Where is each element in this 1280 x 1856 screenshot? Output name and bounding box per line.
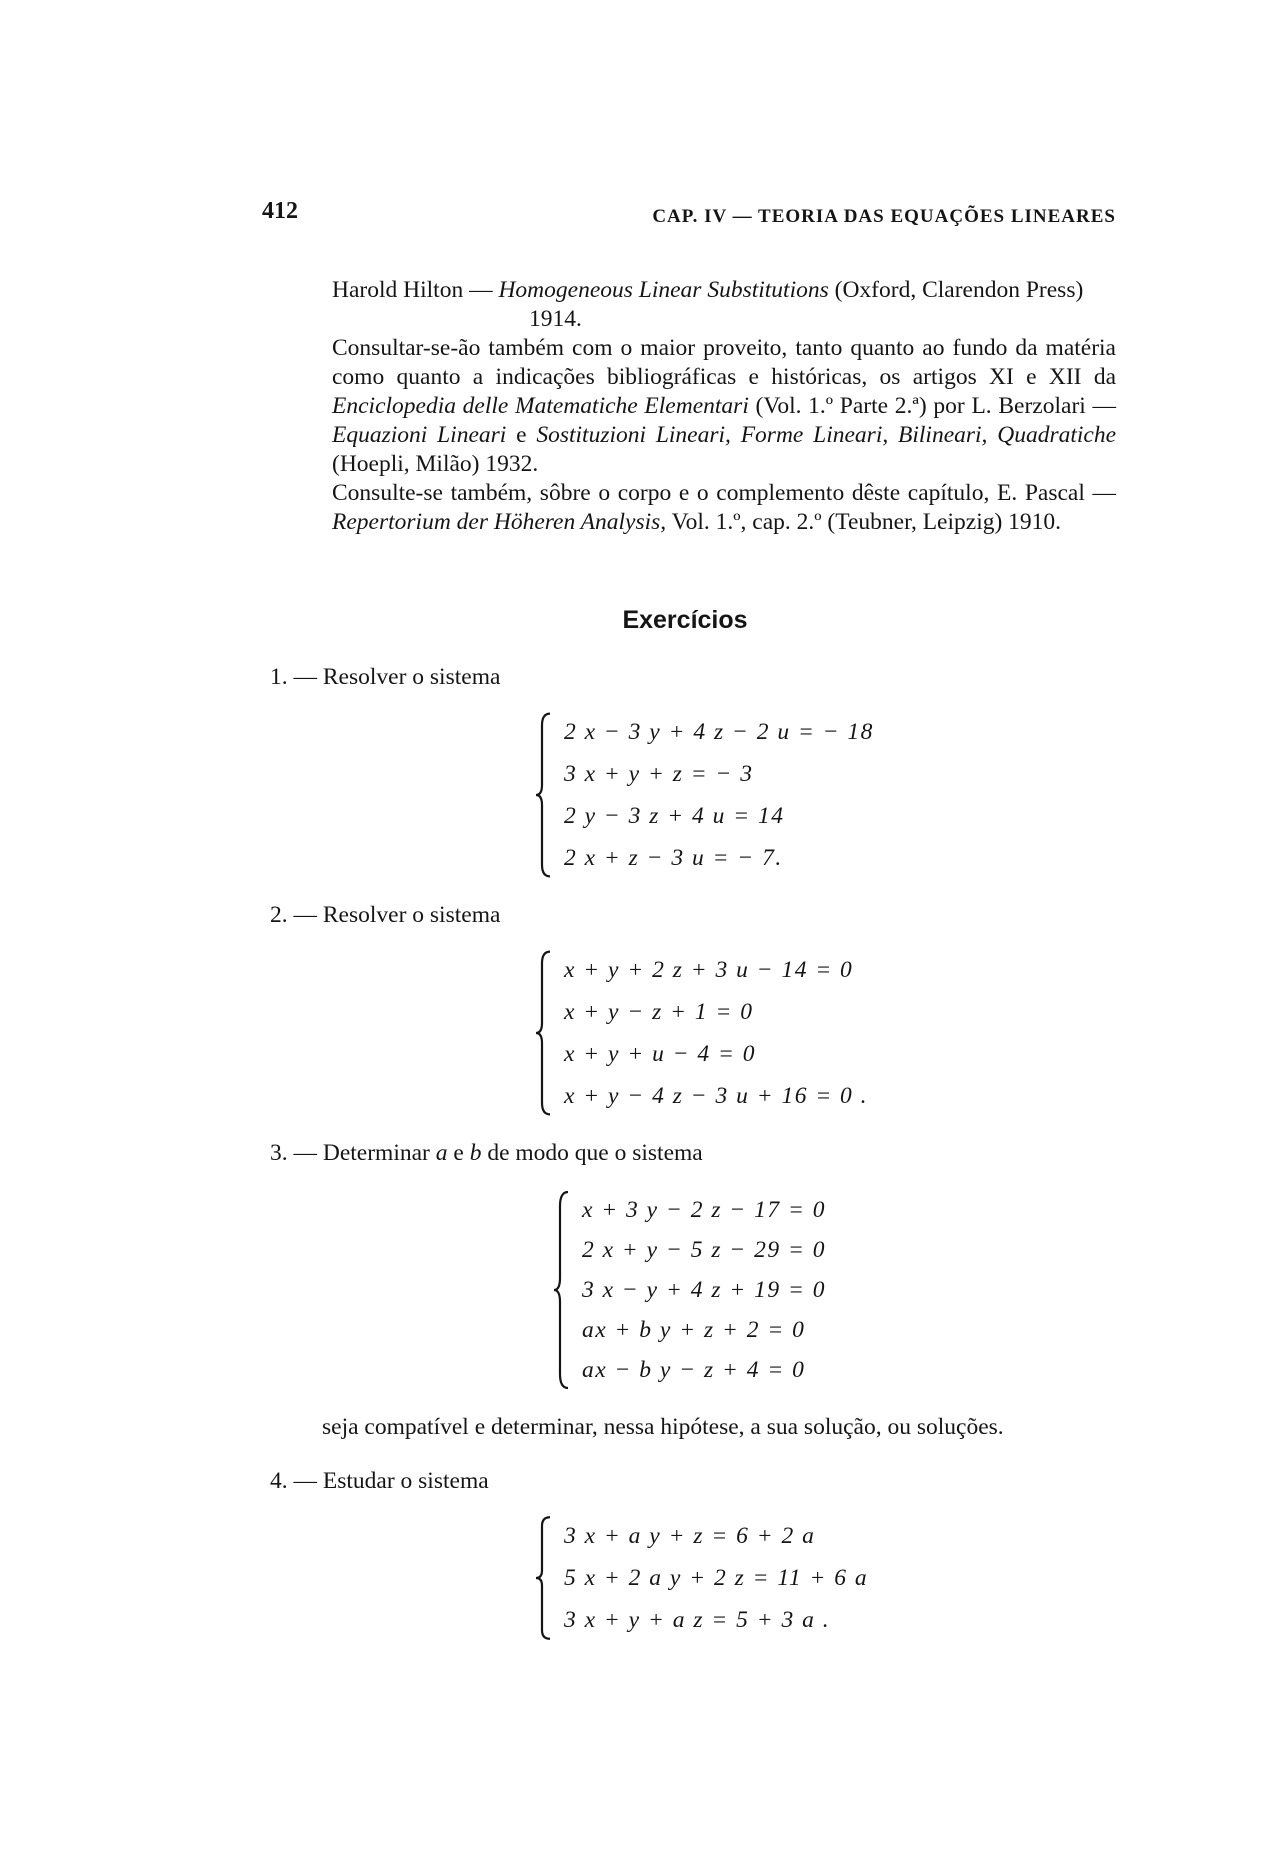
equation: 2 x + z − 3 u = − 7. [564, 845, 783, 871]
book-title: Sostituzioni Lineari, Forme Lineari, Bilineari, Quadratiche [536, 422, 1117, 448]
exercise-1-system [534, 712, 874, 878]
exercise-4-system [534, 1516, 868, 1640]
equation: ax − b y − z + 4 = 0 [582, 1357, 806, 1383]
publication-info: (Oxford, Clarendon Press) 1914. [529, 277, 1084, 332]
bibliography-entry-hilton [332, 276, 1116, 334]
variable-a: a [435, 1140, 448, 1166]
bibliography-block [332, 276, 1116, 537]
exercise-4-label: 4. — Estudar o sistema [270, 1468, 489, 1494]
equation: x + y − z + 1 = 0 [564, 999, 754, 1025]
left-brace-icon [534, 712, 556, 878]
book-title: Equazioni Lineari [332, 422, 507, 448]
left-brace-icon [534, 1516, 556, 1640]
equation: 2 x − 3 y + 4 z − 2 u = − 18 [564, 719, 874, 745]
equation: ax + b y + z + 2 = 0 [582, 1317, 806, 1343]
left-brace-icon [534, 950, 556, 1116]
equation-list [582, 1190, 826, 1390]
book-title: Enciclopedia delle Matematiche Elementari [332, 393, 749, 419]
page-number: 412 [262, 198, 298, 224]
equation: 3 x − y + 4 z + 19 = 0 [582, 1277, 826, 1303]
running-head: CAP. IV — TEORIA DAS EQUAÇÕES LINEARES [652, 206, 1116, 227]
equation: 3 x + a y + z = 6 + 2 a [564, 1523, 816, 1549]
equation-list [564, 1516, 868, 1640]
bibliography-paragraph-pascal: Consulte-se também, sôbre o corpo e o complemento dêste capítulo, E. Pascal — Repertorium der Höheren Analysis, Vol. 1.º, cap. 2.º (Teubner, Leipzig) 1910. [332, 480, 1116, 535]
exercise-3-system [552, 1190, 826, 1390]
left-brace-icon [552, 1190, 574, 1390]
variable-b: b [469, 1140, 482, 1166]
exercise-1-label: 1. — Resolver o sistema [270, 664, 501, 690]
equation-list [564, 950, 868, 1116]
equation: 2 y − 3 z + 4 u = 14 [564, 803, 785, 829]
exercise-3-closing: seja compatível e determinar, nessa hipótese, a sua solução, ou soluções. [322, 1414, 1004, 1440]
bibliography-paragraph-berzolari: Consultar-se-ão também com o maior proveito, tanto quanto ao fundo da matéria como quanto a indicações bibliográficas e históricas, os artigos XI e XII da Enciclopedia delle Matematiche Elementari (Vol. 1.º Parte 2.ª) por L. Berzolari — Equazioni Lineari e Sostituzioni Lineari, Forme Lineari, Bilineari, Quadratiche (Hoepli, Milão) 1932. [332, 335, 1117, 477]
equation: x + y + u − 4 = 0 [564, 1041, 757, 1067]
equation: x + y − 4 z − 3 u + 16 = 0 . [564, 1083, 869, 1109]
equation: 3 x + y + z = − 3 [564, 761, 754, 787]
exercise-2-label: 2. — Resolver o sistema [270, 902, 501, 928]
author-text: Harold Hilton — [332, 277, 499, 303]
equation: 5 x + 2 a y + 2 z = 11 + 6 a [564, 1565, 869, 1591]
equation: x + y + 2 z + 3 u − 14 = 0 [564, 957, 854, 983]
equation: 3 x + y + a z = 5 + 3 a . [564, 1607, 831, 1633]
book-title: Homogeneous Linear Substitutions [498, 277, 829, 303]
section-title: Exercícios [622, 606, 748, 634]
equation: x + 3 y − 2 z − 17 = 0 [582, 1197, 826, 1223]
exercise-2-system [534, 950, 868, 1116]
book-title: Repertorium der Höheren Analysis, [332, 509, 667, 535]
equation: 2 x + y − 5 z − 29 = 0 [582, 1237, 826, 1263]
equation-list [564, 712, 874, 878]
exercise-3-label: 3. — Determinar a e b de modo que o sistema [270, 1140, 703, 1166]
